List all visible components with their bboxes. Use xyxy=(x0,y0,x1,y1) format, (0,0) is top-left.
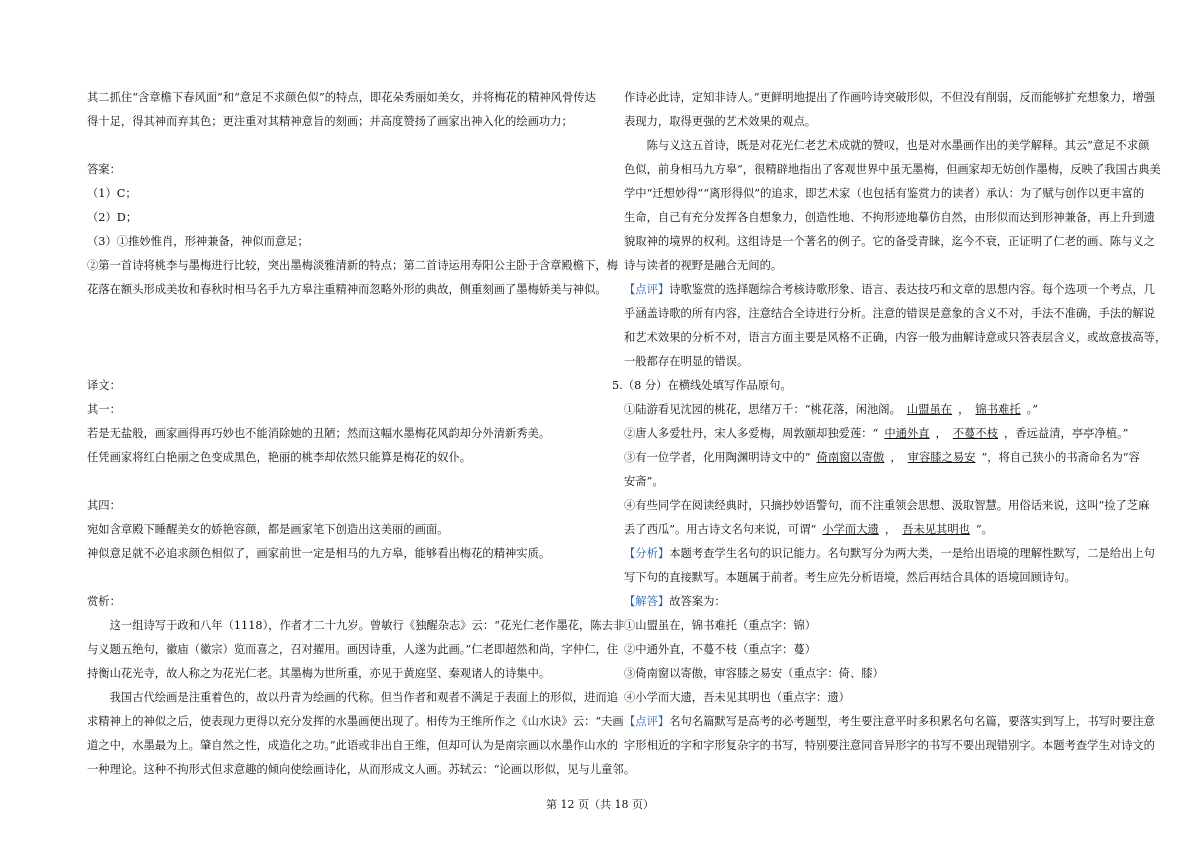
review-line: 字形相近的字和字形复杂字的书写，特别要注意同音异形字的书写不要出现错别字。本题考查学生对诗文的 xyxy=(624,739,1155,752)
fill-blank: 吾未见其明也 xyxy=(902,523,970,536)
analysis-paragraph xyxy=(624,542,1155,566)
solution-line: ④小学而大遗，吾未见其明也（重点字：遗） xyxy=(624,691,850,704)
page-footer: 第 12 页（共 18 页） xyxy=(546,798,654,811)
appreciation-line: 这一组诗写于政和八年（1118），作者才二十九岁。曾敏行《独醒杂志》云：“花光仁老作墨花，陈去非 xyxy=(109,619,625,632)
fill-blank: 小学而大遗 xyxy=(822,523,879,536)
fill-blank: 中通外直 xyxy=(884,427,930,440)
discussion-line: 学中“迁想妙得”“离形得似”的追求，即艺术家（也包括有鉴赏力的读者）承认：为了赋与创作以更丰富的 xyxy=(624,187,1145,200)
answer-line: （1）C； xyxy=(87,187,137,200)
answer-label: 答案： xyxy=(87,163,121,176)
review-paragraph xyxy=(624,278,1155,302)
continuation-line: 作诗必此诗，定知非诗人。”更鲜明地提出了作画吟诗突破形似，不但没有削弱，反而能够扩充想象力，增强 xyxy=(624,91,1156,104)
q5-item-3-cont: 安斋”。 xyxy=(624,475,664,488)
intro-line: 其二抓住“含章檐下春风面”和“意足不求颜色似”的特点，即花朵秀丽如美女，并将梅花的精神风骨传达 xyxy=(87,91,596,104)
appreciation-line: 道之中，水墨最为上。肇自然之性，成造化之功。”此语或非出自王维，但却可认为是南宗画以水墨作山水的 xyxy=(87,739,619,752)
review-line: 诗歌鉴赏的选择题综合考核诗歌形象、语言、表达技巧和文章的思想内容。每个选项一个考点，几 xyxy=(669,283,1155,296)
review-line: 名句名篇默写是高考的必考题型，考生要注意平时多积累名句名篇，要落实到写上，书写时要注意 xyxy=(669,715,1155,728)
right-column xyxy=(612,86,1167,758)
solution-tag: 【解答】 xyxy=(624,595,670,608)
solution-line: ①山盟虽在，锦书难托（重点字：锦） xyxy=(624,619,817,632)
solution-intro: 故答案为： xyxy=(669,595,726,608)
fill-blank: 不蔓不枝 xyxy=(952,427,999,440)
poem1-label: 其一： xyxy=(87,403,121,416)
q5-item-3: ③有一位学者，化用陶渊明诗文中的“ 倚南窗以寄傲 ， 审容膝之易安 ”，将自己狭小的书斋命名为“容 xyxy=(624,451,1140,464)
fill-blank: 倚南窗以寄傲 xyxy=(816,451,885,464)
question-5-header: 5.（8 分）在横线处填写作品原句。 xyxy=(612,379,792,392)
appreciation-label: 赏析： xyxy=(87,595,121,608)
review-tag: 【点评】 xyxy=(624,715,670,728)
solution-line: ②中通外直，不蔓不枝（重点字：蔓） xyxy=(624,643,817,656)
q5-item-4: ④有些同学在阅读经典时，只摘抄妙语警句，而不注重领会思想、汲取智慧。用俗话来说，这叫“捡了芝麻 xyxy=(624,499,1150,512)
review-paragraph xyxy=(624,710,1155,734)
left-column xyxy=(87,86,636,782)
poem1-line: 任凭画家将红白艳丽之色变成黑色，艳丽的桃李却依然只能算是梅花的奴仆。 xyxy=(87,451,472,464)
discussion-line: 生命，自己有充分发挥各自想象力，创造性地、不拘形迹地摹仿自然，由形似而达到形神兼备，再上升到遗 xyxy=(624,211,1155,224)
appreciation-line: 我国古代绘画是注重着色的，故以丹青为绘画的代称。但当作者和观者不满足于表面上的形似，进而追 xyxy=(109,691,618,704)
review-line: 一般都存在明显的错误。 xyxy=(624,355,749,368)
answer-line: ②第一首诗将桃李与墨梅进行比较，突出墨梅淡雅清新的特点；第二首诗运用寿阳公主卧于含章殿檐下，梅 xyxy=(87,259,618,272)
solution-line: ③倚南窗以寄傲，审容膝之易安（重点字：倚、膝） xyxy=(624,667,884,680)
appreciation-line: 求精神上的神似之后，使表现力更得以充分发挥的水墨画便出现了。相传为王维所作之《山水诀》云：“夫画 xyxy=(87,715,624,728)
answer-line: （3）①推妙惟肖，形神兼备，神似而意足； xyxy=(87,235,309,248)
fill-blank: 锦书难托 xyxy=(975,403,1021,416)
appreciation-line: 与义题五绝句，徽庙（徽宗）览而喜之，召对擢用。画因诗重，人遂为此画。”仁老即超然和尚，字仲仁，住 xyxy=(87,643,619,656)
fill-blank: 山盟虽在 xyxy=(906,403,953,416)
discussion-line: 诗与读者的视野是融合无间的。 xyxy=(624,259,783,272)
analysis-tag: 【分析】 xyxy=(624,547,670,560)
poem4-label: 其四： xyxy=(87,499,121,512)
review-tag: 【点评】 xyxy=(624,283,670,296)
solution-paragraph xyxy=(624,590,1124,614)
appreciation-line: 持衡山花光寺，故人称之为花光仁老。其墨梅为世所重，亦见于黄庭坚、秦观诸人的诗集中。 xyxy=(87,667,551,680)
answer-line: 花落在额头形成美妆和春秋时相马名手九方皋注重精神而忽略外形的典故，侧重刻画了墨梅娇美与神似。 xyxy=(87,283,607,296)
poem1-line: 若是无盐般，画家画得再巧妙也不能消除她的丑陋；然而这幅水墨梅花风韵却分外清新秀美。 xyxy=(87,427,551,440)
continuation-line: 表现力，取得更强的艺术效果的观点。 xyxy=(624,115,817,128)
intro-line: 得十足，得其神而弃其色；更注重对其精神意旨的刻画；并高度赞扬了画家出神入化的绘画功力； xyxy=(87,115,573,128)
review-line: 乎涵盖诗歌的所有内容，注意结合全诗进行分析。注意的错误是意象的含义不对，手法不准确，手法的解说 xyxy=(624,307,1155,320)
poem4-line: 宛如含章殿下睡醒美女的娇艳容颜，都是画家笔下创造出这美丽的画面。 xyxy=(87,523,449,536)
translation-label: 译文： xyxy=(87,379,121,392)
review-line: 和艺术效果的分析不对，语言方面主要是风格不正确，内容一般为曲解诗意或只答表层含义，或故意拔高等， xyxy=(624,331,1167,344)
answer-line: （2）D； xyxy=(87,211,138,224)
q5-item-4-cont: 丢了西瓜”。用古诗文名句来说，可谓“ 小学而大遗 ， 吾未见其明也 ”。 xyxy=(624,523,993,536)
analysis-line: 写下句的直接默写。本题属于前者。考生应先分析语境，然后再结合具体的语境回顾诗句。 xyxy=(624,571,1076,584)
fill-blank: 审容膝之易安 xyxy=(907,451,976,464)
q5-item-2: ②唐人多爱牡丹，宋人多爱梅，周敦颐却独爱莲：“ 中通外直 ， 不蔓不枝 ，香远益清，亭亭净植。” xyxy=(624,427,1129,440)
appreciation-line: 一种理论。这种不拘形式但求意趣的倾向使绘画诗化，从而形成文人画。苏轼云：“论画以形似，见与儿童邻。 xyxy=(87,763,636,776)
analysis-line: 本题考查学生名句的识记能力。名句默写分为两大类，一是给出语境的理解性默写，二是给出上句 xyxy=(669,547,1155,560)
discussion-line: 貌取神的境界的权利。这组诗是一个著名的例子。它的备受青睐，迄今不衰，正证明了仁老的画、陈与义之 xyxy=(624,235,1155,248)
discussion-line: 色似，前身相马九方皋”，很精辟地指出了客观世界中虽无墨梅，但画家却无妨创作墨梅，反映了我国古典美 xyxy=(624,163,1161,176)
q5-item-1: ①陆游看见沈园的桃花，思绪万千：“桃花落，闲池阁。 山盟虽在 ， 锦书难托 。” xyxy=(624,403,1039,416)
discussion-line: 陈与义这五首诗，既是对花光仁老艺术成就的赞叹，也是对水墨画作出的美学解释。其云“意足不求颜 xyxy=(646,139,1150,152)
poem4-line: 神似意足就不必追求颜色相似了，画家前世一定是相马的九方皋，能够看出梅花的精神实质。 xyxy=(87,547,551,560)
